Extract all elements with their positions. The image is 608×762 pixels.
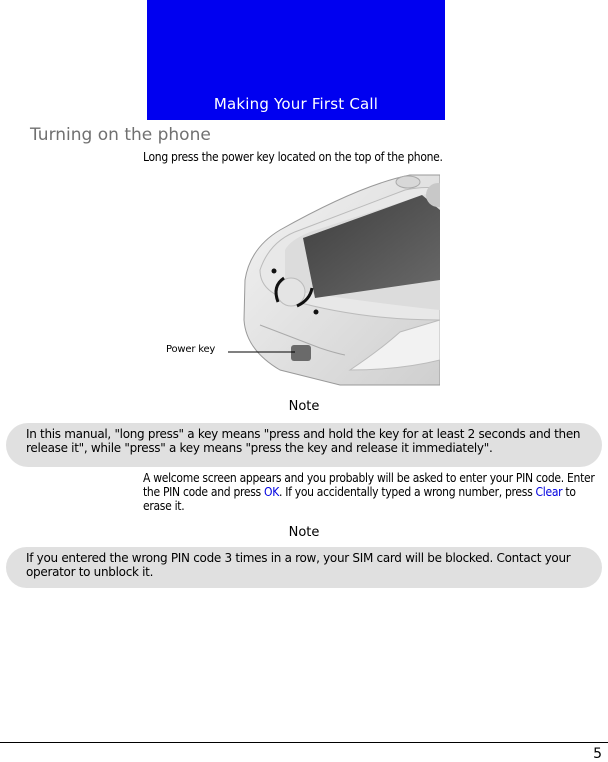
note-box: [6, 423, 602, 467]
welcome-text-2: . If you accidentally typed a wrong number, press: [278, 485, 536, 499]
welcome-instruction: [143, 471, 603, 513]
chapter-banner: [147, 0, 445, 120]
power-on-instruction: Long press the power key located on the top of the phone.: [143, 150, 443, 164]
power-key-callout: Power key: [166, 344, 216, 355]
note-heading: Note: [288, 525, 320, 540]
phone-illustration: [160, 170, 440, 390]
section-title: Turning on the phone: [30, 125, 211, 145]
note-text: If you entered the wrong PIN code 3 times in a row, your SIM card will be blocked. Contact your operator to unblock it.: [26, 551, 571, 579]
welcome-text-1: A welcome screen appears and you probably will be asked to enter your PIN code. Enter the PIN code and press: [143, 471, 595, 499]
welcome-text-3: to erase it.: [143, 485, 576, 513]
clear-key-label: Clear: [535, 485, 563, 499]
phone-image-icon: [160, 170, 440, 390]
note-heading: Note: [288, 399, 320, 414]
chapter-title: Making Your First Call: [213, 95, 379, 113]
note-box: [6, 547, 602, 588]
page-number: 5: [593, 746, 602, 762]
note-text: In this manual, "long press" a key means "press and hold the key for at least 2 seconds and then release it", while "press" a key means "press the key and release it immediately".: [26, 427, 581, 455]
footer-divider: [0, 742, 608, 743]
ok-key-label: OK: [264, 485, 279, 499]
